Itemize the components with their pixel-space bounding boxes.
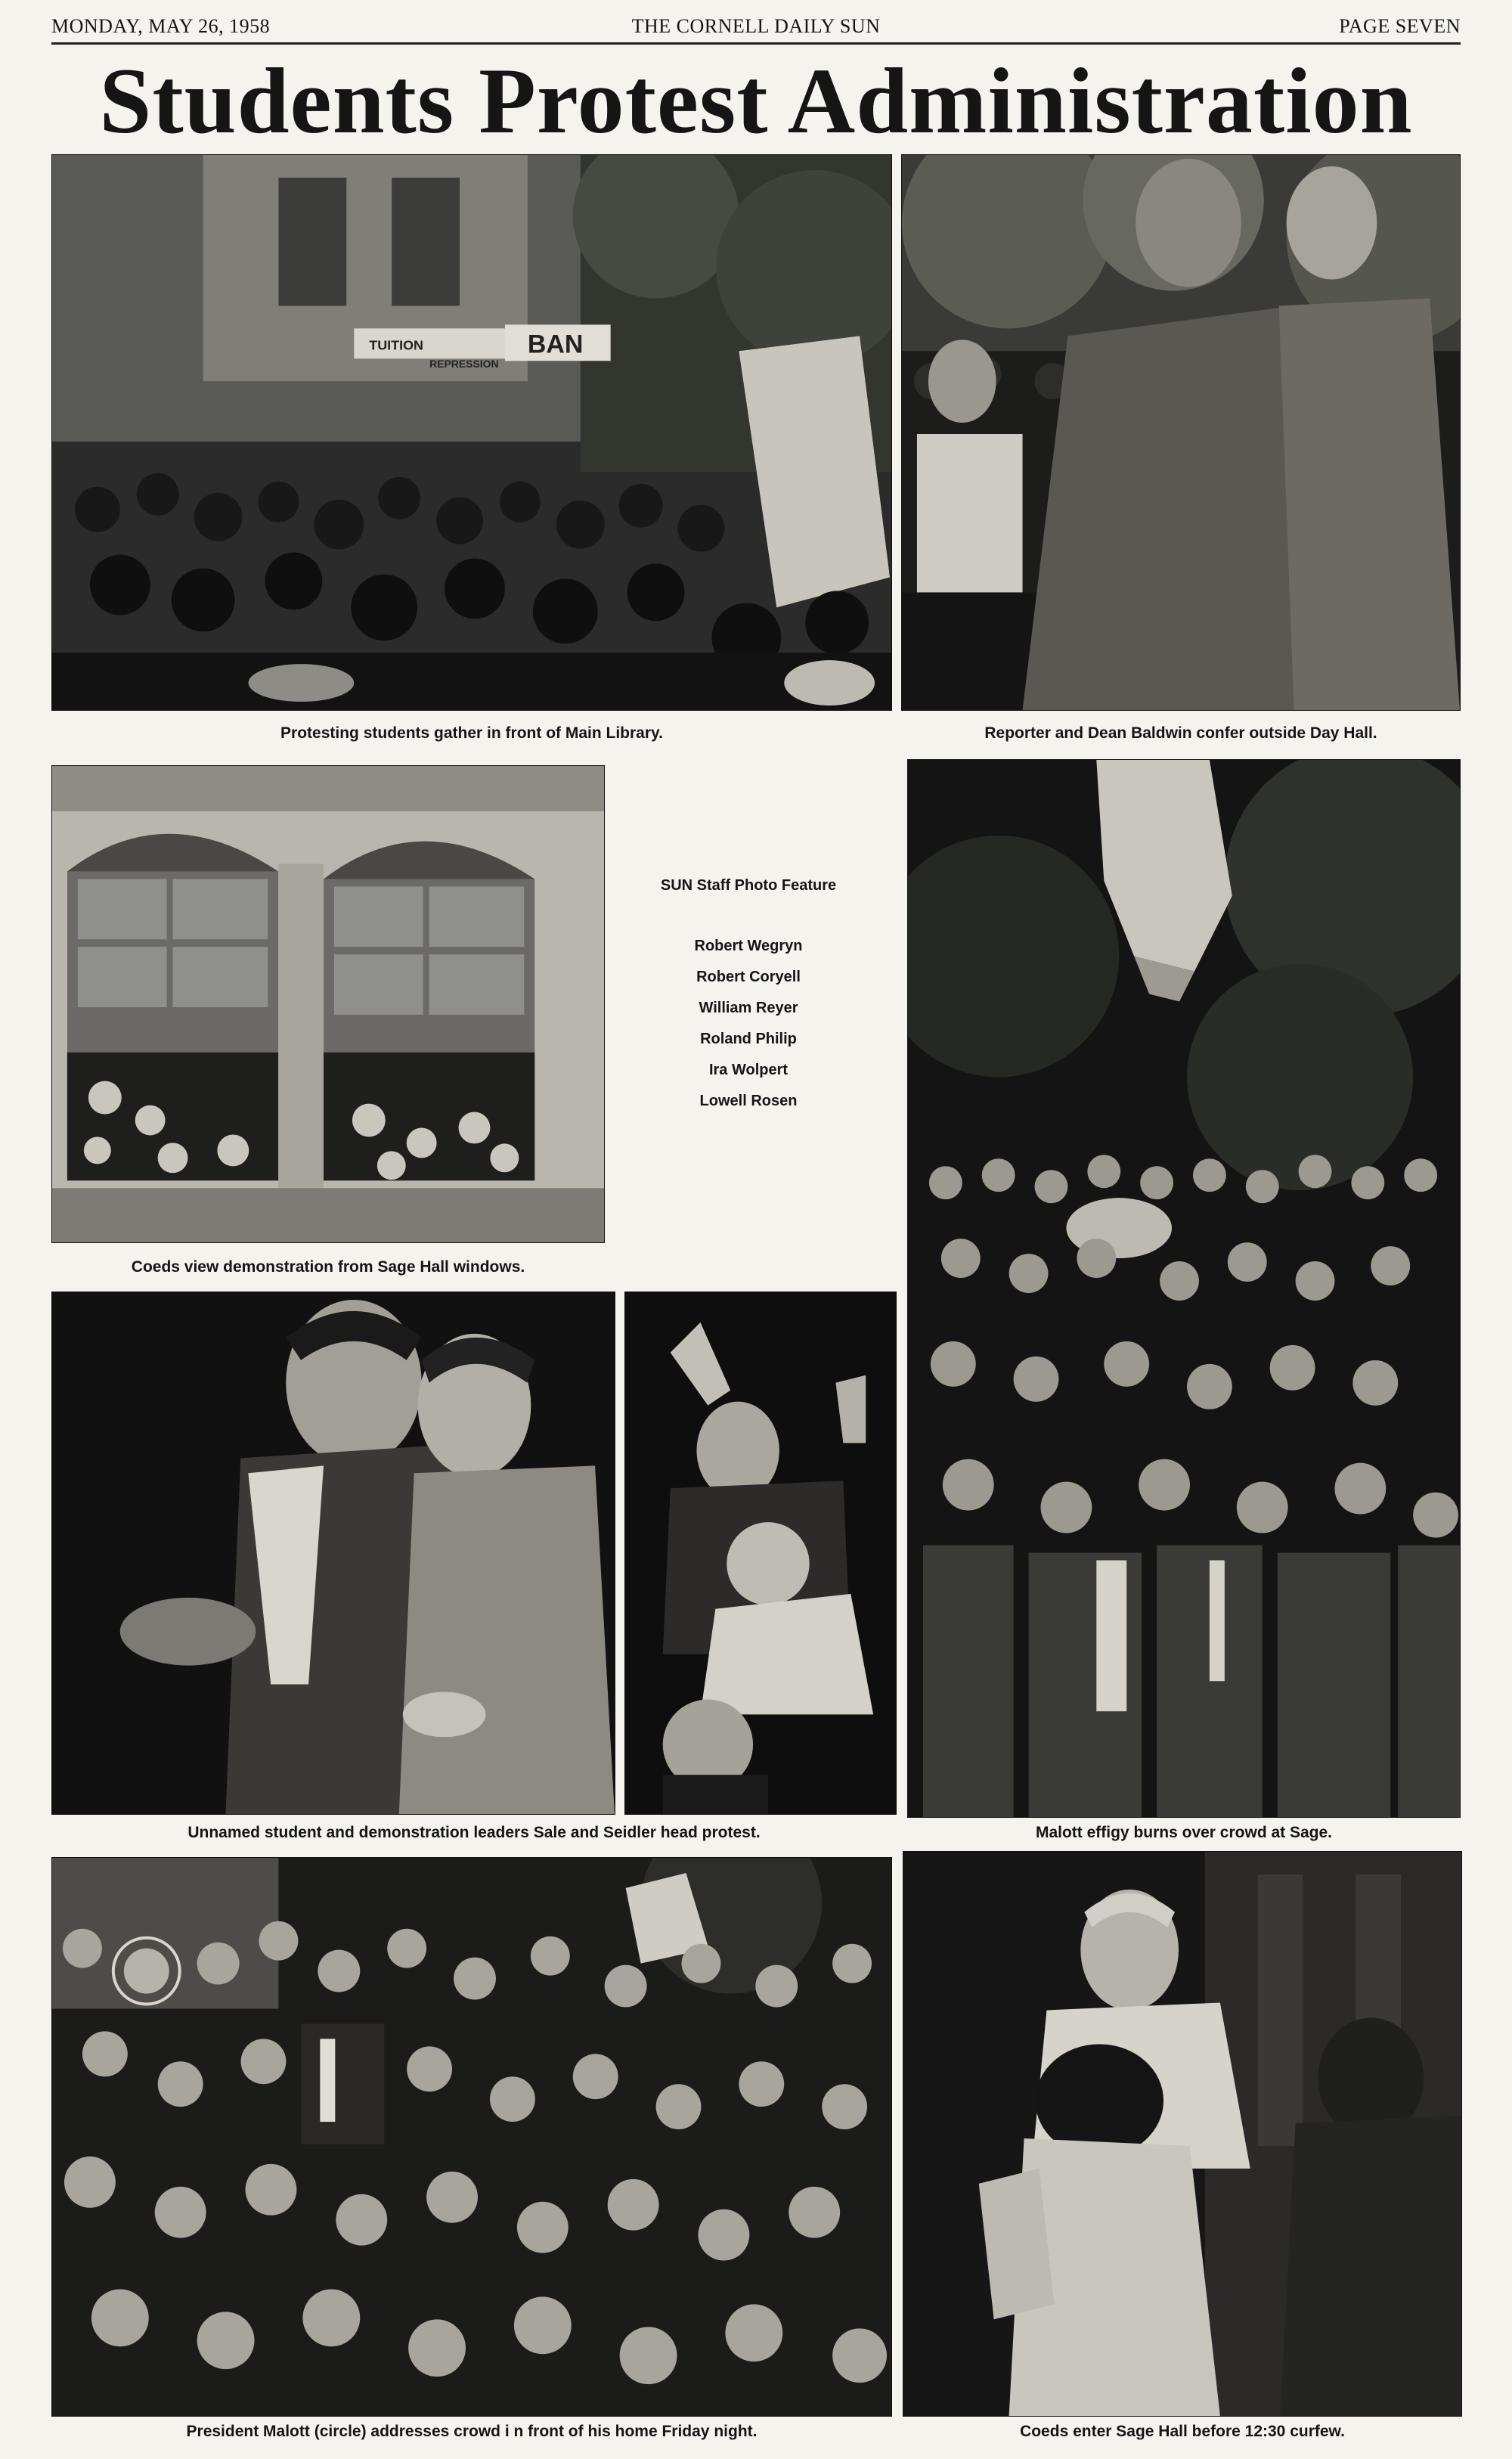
- caption-leaders: Unnamed student and demonstration leaders Sale and Seidler head protest.: [187, 1824, 761, 1841]
- caption-curfew: Coeds enter Sage Hall before 12:30 curfew.: [1020, 2423, 1345, 2440]
- repression-sign: REPRESSION: [429, 358, 499, 371]
- masthead-rule: [51, 42, 1461, 45]
- credit-name: William Reyer: [699, 1000, 798, 1016]
- caption-effigy: Malott effigy burns over crowd at Sage.: [1035, 1824, 1333, 1841]
- credits-title: SUN Staff Photo Feature: [660, 877, 837, 894]
- caption-day-hall: Reporter and Dean Baldwin confer outside Day Hall.: [984, 724, 1377, 742]
- photo-main-library-crowd: [51, 154, 892, 711]
- caption-main-library: Protesting students gather in front of Main Library.: [280, 724, 663, 742]
- photo-malott-crowd: [51, 1857, 892, 2417]
- credit-name: Robert Coryell: [696, 969, 801, 985]
- caption-sage-windows: Coeds view demonstration from Sage Hall windows.: [131, 1258, 525, 1276]
- headline: Students Protest Administration: [99, 49, 1413, 153]
- page-number: PAGE SEVEN: [1339, 15, 1461, 37]
- ban-sign: BAN: [527, 330, 584, 359]
- photo-credits: [614, 877, 883, 1117]
- photo-demonstration-leaders: [51, 1292, 615, 1815]
- credit-name: Ira Wolpert: [708, 1062, 789, 1078]
- masthead: [51, 15, 1461, 42]
- credit-name: Lowell Rosen: [699, 1093, 798, 1109]
- credit-name: Robert Wegryn: [694, 938, 803, 954]
- issue-date: MONDAY, MAY 26, 1958: [51, 15, 271, 37]
- credit-name: Roland Philip: [700, 1031, 797, 1047]
- photo-students-waving: [624, 1292, 897, 1815]
- tuition-sign: TUITION: [369, 337, 424, 353]
- photo-curfew: [903, 1851, 1462, 2417]
- photo-day-hall-reporter: [901, 154, 1461, 711]
- photo-malott-effigy: [907, 759, 1461, 1818]
- photo-sage-hall-windows: [51, 765, 605, 1243]
- caption-malott: President Malott (circle) addresses crowd i n front of his home Friday night.: [186, 2423, 758, 2440]
- newspaper-name: THE CORNELL DAILY SUN: [631, 15, 881, 37]
